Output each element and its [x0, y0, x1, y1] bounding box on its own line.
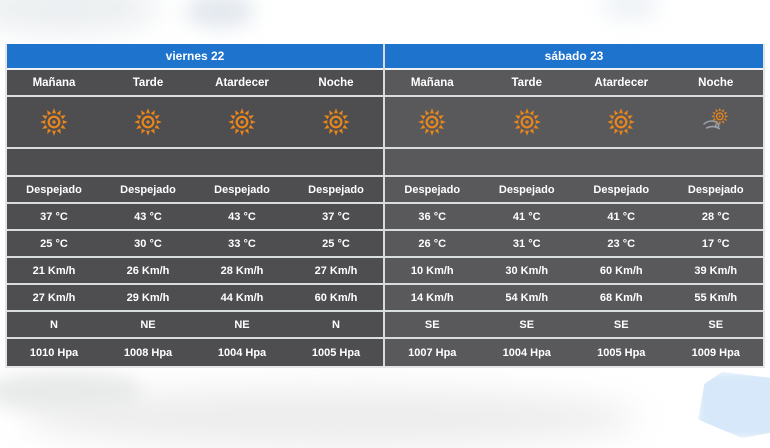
weather-cell [669, 97, 764, 147]
wind-speed-cell: 39 Km/h [694, 264, 738, 277]
forecast-table [5, 44, 765, 368]
row-wind-dir [385, 312, 763, 339]
row-periods [7, 70, 383, 97]
row-temp-max [385, 204, 763, 231]
temp-min-cell: 26 °C [418, 237, 447, 250]
wind-speed-cell: 21 Km/h [32, 264, 76, 277]
wind-gust-cell: 68 Km/h [599, 291, 643, 304]
periods-cell: Noche [698, 76, 734, 89]
temp-max-cell: 28 °C [701, 210, 730, 223]
pressure-cell: 1010 Hpa [29, 346, 79, 359]
wind-gust-cell: 60 Km/h [314, 291, 358, 304]
sun-icon [417, 107, 447, 137]
sun-icon [321, 107, 351, 137]
row-pressure [7, 339, 383, 366]
weather-cell [7, 97, 101, 147]
sun-wind-icon [701, 107, 731, 137]
background-blue-shape-bottom-right [698, 372, 770, 438]
row-condition [7, 177, 383, 204]
day-title: sábado 23 [385, 44, 763, 70]
row-temp-min [385, 231, 763, 258]
periods-cell: Mañana [410, 76, 454, 89]
sun-icon [133, 107, 163, 137]
background-haze-bottom-left [0, 372, 140, 412]
wind-dir-cell: N [50, 318, 58, 331]
wind-gust-cell: 55 Km/h [694, 291, 738, 304]
wind-speed-cell: 30 Km/h [505, 264, 549, 277]
pressure-cell: 1009 Hpa [691, 346, 740, 359]
temp-min-cell: 25 °C [322, 237, 350, 250]
wind-dir-cell: SE [519, 318, 535, 331]
weather-cell [195, 97, 289, 147]
pressure-cell: 1004 Hpa [217, 346, 267, 359]
temp-max-cell: 37 °C [322, 210, 350, 223]
blank-cell [195, 149, 289, 175]
condition-cell: Despejado [593, 183, 650, 196]
row-temp-min [7, 231, 383, 258]
blank-cell [385, 149, 480, 175]
background-haze-bottom [20, 388, 640, 448]
pressure-cell: 1004 Hpa [502, 346, 551, 359]
row-icons [7, 97, 383, 149]
weather-cell [289, 97, 383, 147]
wind-dir-cell: SE [613, 318, 629, 331]
wind-gust-cell: 29 Km/h [126, 291, 170, 304]
blank-cell [480, 149, 575, 175]
wind-gust-cell: 27 Km/h [32, 291, 76, 304]
sun-icon [227, 107, 257, 137]
pressure-cell: 1005 Hpa [597, 346, 646, 359]
temp-min-cell: 33 °C [228, 237, 256, 250]
blank-cell [669, 149, 764, 175]
condition-cell: Despejado [498, 183, 555, 196]
wind-dir-cell: SE [708, 318, 724, 331]
blank-cell [574, 149, 669, 175]
temp-min-cell: 23 °C [607, 237, 636, 250]
weather-cell [574, 97, 669, 147]
periods-cell: Atardecer [594, 76, 649, 89]
condition-cell: Despejado [120, 183, 176, 196]
condition-cell: Despejado [404, 183, 461, 196]
temp-min-cell: 17 °C [701, 237, 730, 250]
weather-cell [480, 97, 575, 147]
condition-cell: Despejado [308, 183, 364, 196]
temp-min-cell: 25 °C [40, 237, 68, 250]
blank-cell [289, 149, 383, 175]
row-pressure [385, 339, 763, 366]
wind-dir-cell: SE [424, 318, 440, 331]
background-haze-top-center [185, 0, 255, 28]
sun-icon [606, 107, 636, 137]
row-icons [385, 97, 763, 149]
wind-speed-cell: 26 Km/h [126, 264, 170, 277]
row-blank [7, 149, 383, 177]
wind-gust-cell: 14 Km/h [410, 291, 454, 304]
temp-max-cell: 41 °C [607, 210, 636, 223]
row-blank [385, 149, 763, 177]
blank-cell [7, 149, 101, 175]
row-wind-speed [385, 258, 763, 285]
pressure-cell: 1008 Hpa [123, 346, 173, 359]
wind-gust-cell: 54 Km/h [505, 291, 549, 304]
row-wind-dir [7, 312, 383, 339]
sun-icon [512, 107, 542, 137]
periods-cell: Noche [318, 76, 354, 89]
weather-cell [385, 97, 480, 147]
blank-cell [101, 149, 195, 175]
wind-dir-cell: N [332, 318, 340, 331]
temp-max-cell: 37 °C [40, 210, 68, 223]
row-wind-speed [7, 258, 383, 285]
temp-min-cell: 30 °C [134, 237, 162, 250]
weather-cell [101, 97, 195, 147]
wind-speed-cell: 28 Km/h [220, 264, 264, 277]
periods-cell: Atardecer [215, 76, 269, 89]
condition-cell: Despejado [687, 183, 744, 196]
row-periods [385, 70, 763, 97]
wind-speed-cell: 60 Km/h [599, 264, 643, 277]
sun-icon [39, 107, 69, 137]
row-wind-gust [7, 285, 383, 312]
row-condition [385, 177, 763, 204]
temp-max-cell: 36 °C [418, 210, 447, 223]
periods-cell: Tarde [511, 76, 542, 89]
wind-speed-cell: 27 Km/h [314, 264, 358, 277]
condition-cell: Despejado [214, 183, 270, 196]
temp-max-cell: 43 °C [134, 210, 162, 223]
day-column [385, 44, 763, 366]
row-temp-max [7, 204, 383, 231]
row-wind-gust [385, 285, 763, 312]
temp-max-cell: 41 °C [512, 210, 541, 223]
day-title: viernes 22 [7, 44, 383, 70]
periods-cell: Tarde [132, 76, 164, 89]
pressure-cell: 1007 Hpa [408, 346, 457, 359]
wind-dir-cell: NE [234, 318, 250, 331]
background-haze-top-left [0, 0, 160, 34]
background-haze-top-right [600, 0, 660, 20]
temp-min-cell: 31 °C [512, 237, 541, 250]
wind-speed-cell: 10 Km/h [410, 264, 454, 277]
wind-dir-cell: NE [140, 318, 156, 331]
pressure-cell: 1005 Hpa [311, 346, 361, 359]
condition-cell: Despejado [26, 183, 82, 196]
wind-gust-cell: 44 Km/h [220, 291, 264, 304]
periods-cell: Mañana [32, 76, 76, 89]
day-column [7, 44, 385, 366]
temp-max-cell: 43 °C [228, 210, 256, 223]
